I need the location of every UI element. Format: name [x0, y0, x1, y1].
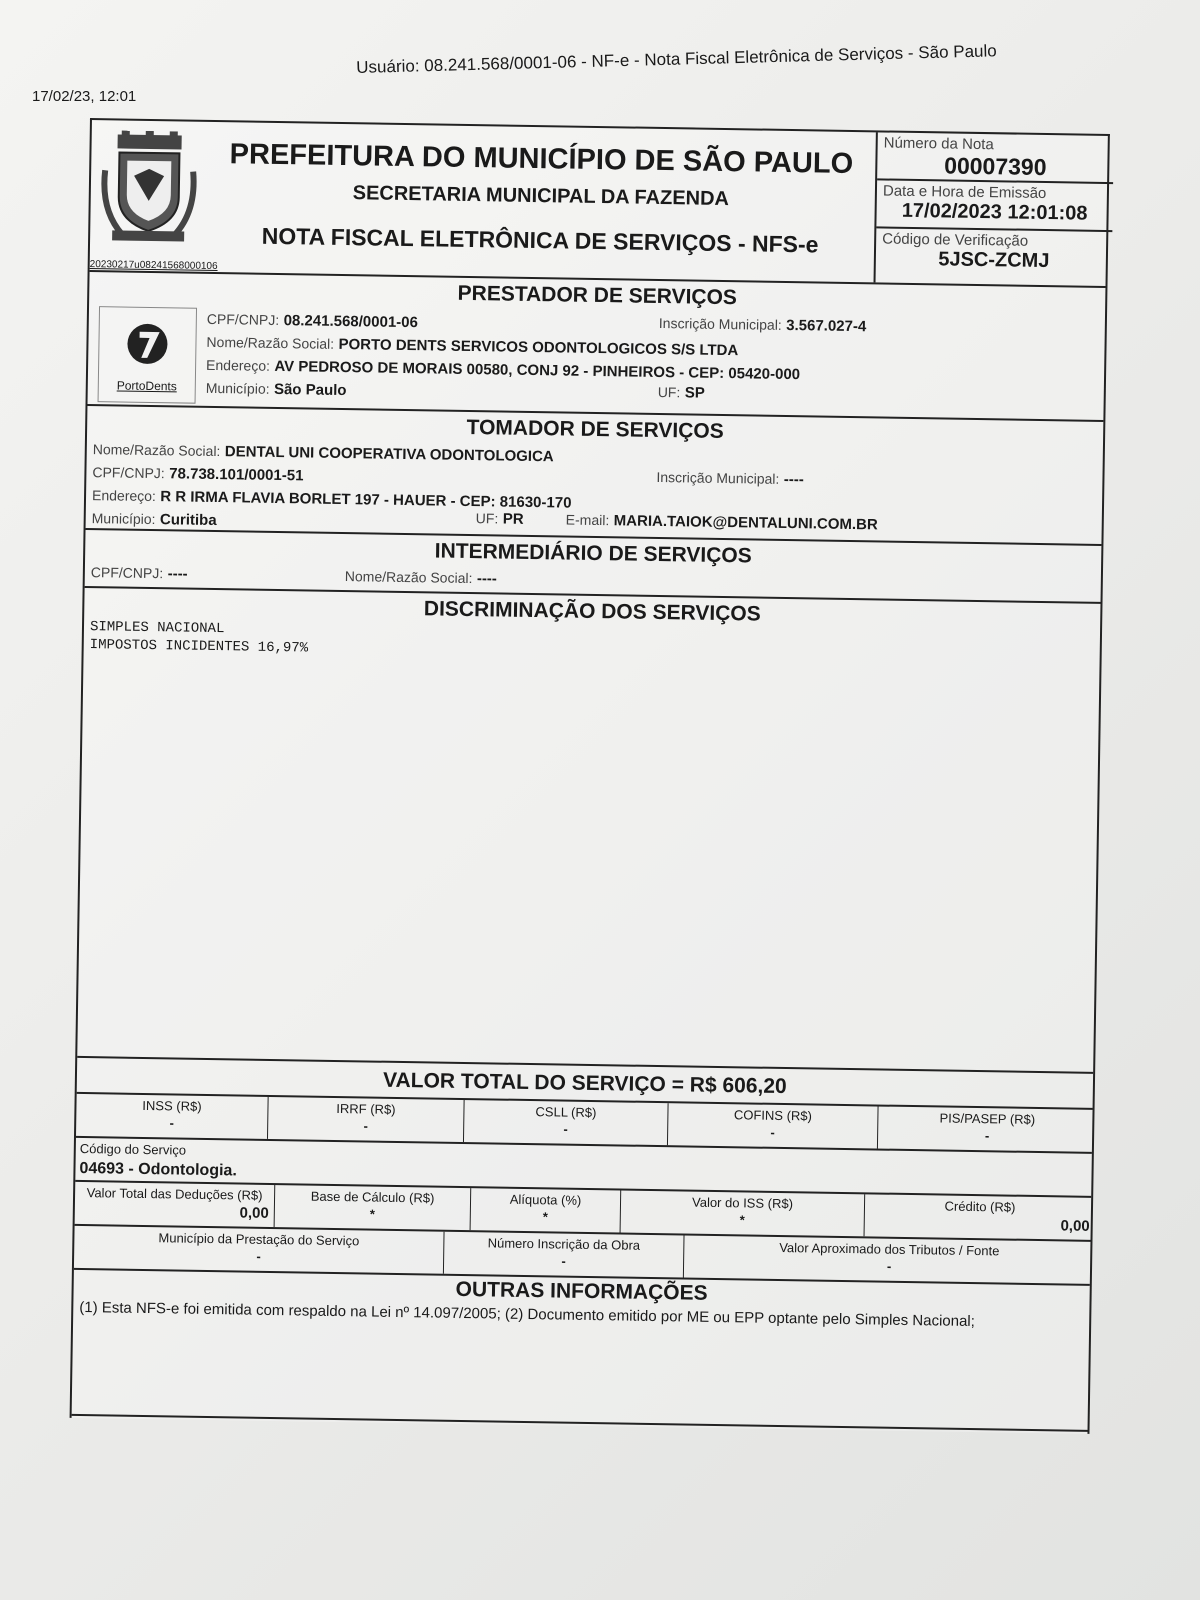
tomador-email: MARIA.TAIOK@DENTALUNI.COM.BR — [613, 512, 878, 534]
user-line: Usuário: 08.241.568/0001-06 - NF-e - Nota Fiscal Eletrônica de Serviços - São Paulo — [356, 41, 997, 77]
prestador-im: 3.567.027-4 — [786, 316, 867, 336]
csll-label: CSLL (R$) — [535, 1104, 597, 1121]
deducoes-label: Valor Total das Deduções (R$) — [86, 1185, 263, 1203]
aliquota-cell — [471, 1188, 622, 1232]
logo-text: PortoDents — [116, 378, 177, 394]
discriminacao-line-1: SIMPLES NACIONAL — [89, 619, 225, 638]
inss-label: INSS (R$) — [142, 1097, 202, 1114]
tomador-uf-label: UF: — [475, 510, 499, 527]
data-emissao: 17/02/2023 12:01:08 — [901, 199, 1088, 225]
base-label: Base de Cálculo (R$) — [310, 1188, 435, 1206]
servico-value: 04693 - Odontologia. — [79, 1159, 237, 1180]
outras-text: (1) Esta NFS-e foi emitida com respaldo na Lei nº 14.097/2005; (2) Documento emitido por ME ou EPP optante pelo Simples Nacional; — [79, 1298, 976, 1331]
discriminacao-section — [77, 588, 1100, 1074]
discriminacao-line-2: IMPOSTOS INCIDENTES 16,97% — [89, 637, 309, 657]
nfse-document — [70, 118, 1110, 1434]
porto-dents-logo-icon — [117, 313, 178, 374]
deducoes-value: 0,00 — [239, 1204, 269, 1222]
tomador-title: TOMADOR DE SERVIÇOS — [466, 415, 724, 443]
cofins-value: - — [770, 1124, 775, 1140]
prestador-endereco: AV PEDROSO DE MORAIS 00580, CONJ 92 - PINHEIROS - CEP: 05420-000 — [274, 357, 801, 384]
tributos-value: - — [886, 1258, 892, 1274]
credito-label: Crédito (R$) — [944, 1198, 1016, 1215]
iss-cell — [621, 1190, 866, 1236]
valor-total: VALOR TOTAL DO SERVIÇO = R$ 606,20 — [382, 1068, 787, 1099]
nota-info-box — [874, 132, 1114, 286]
tomador-end-label: Endereço: — [91, 487, 157, 505]
numero-label: Número da Nota — [883, 134, 994, 154]
tomador-endereco: R R IRMA FLAVIA BORLET 197 - HAUER - CEP: 81630-170 — [160, 488, 572, 512]
municipio-prestacao-value: - — [256, 1248, 261, 1264]
cofins-label: COFINS (R$) — [733, 1107, 813, 1124]
document-title: NOTA FISCAL ELETRÔNICA DE SERVIÇOS - NFS-e — [261, 222, 819, 258]
aliquota-value: * — [542, 1209, 548, 1225]
cofins-cell — [668, 1103, 879, 1148]
pis-label: PIS/PASEP (R$) — [939, 1110, 1036, 1127]
irrf-value: - — [363, 1118, 368, 1134]
tomador-mun-label: Município: — [91, 510, 156, 528]
inscricao-obra-label: Número Inscrição da Obra — [487, 1235, 641, 1253]
prestador-title: PRESTADOR DE SERVIÇOS — [457, 281, 738, 310]
municipio-prestacao-label: Município da Prestação do Serviço — [158, 1230, 360, 1249]
prestador-nome-label: Nome/Razão Social: — [206, 333, 335, 352]
iss-label: Valor do ISS (R$) — [691, 1194, 794, 1212]
codigo-label: Código de Verificação — [882, 230, 1029, 250]
prestador-section — [87, 272, 1105, 422]
tributos-cell — [684, 1235, 1095, 1283]
intermediario-cpf: ---- — [167, 565, 188, 583]
barcode-text: 20230217u08241568000106 — [89, 259, 218, 273]
tomador-cpf: 78.738.101/0001-51 — [169, 465, 304, 485]
intermediario-nome: ---- — [476, 570, 498, 588]
tomador-nome: DENTAL UNI COOPERATIVA ODONTOLOGICA — [224, 443, 554, 466]
csll-cell — [464, 1100, 669, 1145]
inscricao-obra-value: - — [561, 1253, 566, 1269]
prestador-nome: PORTO DENTS SERVICOS ODONTOLOGICOS S/S LTDA — [338, 335, 739, 360]
numero-nota: 00007390 — [943, 152, 1047, 181]
aliquota-label: Alíquota (%) — [509, 1191, 582, 1208]
emissao-label: Data e Hora de Emissão — [882, 182, 1047, 203]
prestador-im-label: Inscrição Municipal: — [658, 314, 782, 333]
discriminacao-title: DISCRIMINAÇÃO DOS SERVIÇOS — [423, 597, 761, 626]
deducoes-cell — [75, 1182, 276, 1227]
prestador-cpf-label: CPF/CNPJ: — [206, 310, 280, 328]
tomador-uf: PR — [502, 510, 524, 528]
credito-cell — [865, 1194, 1096, 1240]
prestador-municipio: São Paulo — [273, 380, 347, 400]
print-timestamp: 17/02/23, 12:01 — [32, 88, 137, 105]
irrf-label: IRRF (R$) — [336, 1100, 396, 1117]
irrf-cell — [268, 1097, 465, 1142]
inscricao-obra-cell — [444, 1232, 685, 1278]
secretaria-title: SECRETARIA MUNICIPAL DA FAZENDA — [352, 182, 730, 211]
intermediario-cpf-label: CPF/CNPJ: — [90, 564, 164, 582]
tomador-nome-label: Nome/Razão Social: — [92, 441, 221, 460]
inss-cell — [76, 1094, 269, 1139]
municipio-prestacao-cell — [74, 1226, 445, 1274]
servico-label: Código do Serviço — [79, 1140, 187, 1158]
outras-section — [72, 1270, 1090, 1432]
intermediario-nome-label: Nome/Razão Social: — [344, 568, 473, 587]
prestador-uf: SP — [684, 384, 705, 402]
prestador-end-label: Endereço: — [206, 356, 271, 374]
outras-title: OUTRAS INFORMAÇÕES — [455, 1277, 708, 1305]
csll-value: - — [563, 1121, 568, 1137]
header-section — [90, 120, 1108, 288]
tomador-municipio: Curitiba — [159, 511, 217, 530]
iss-value: * — [739, 1212, 745, 1228]
prestador-uf-label: UF: — [657, 383, 681, 401]
intermediario-title: INTERMEDIÁRIO DE SERVIÇOS — [434, 539, 752, 568]
tomador-im: ---- — [783, 470, 804, 489]
codigo-verificacao: 5JSC-ZCMJ — [938, 248, 1050, 273]
tomador-im-label: Inscrição Municipal: — [656, 468, 780, 487]
tributos-label: Valor Aproximado dos Tributos / Fonte — [779, 1239, 1000, 1259]
city-title: PREFEITURA DO MUNICÍPIO DE SÃO PAULO — [229, 138, 854, 180]
prestador-logo — [98, 306, 197, 404]
coat-of-arms-icon — [98, 130, 200, 247]
pis-cell — [878, 1107, 1097, 1152]
pis-value: - — [984, 1128, 990, 1144]
tomador-section — [86, 406, 1104, 546]
credito-value: 0,00 — [1060, 1217, 1090, 1235]
prestador-mun-label: Município: — [205, 379, 270, 397]
prestador-cpf: 08.241.568/0001-06 — [283, 312, 419, 332]
tomador-cpf-label: CPF/CNPJ: — [92, 464, 165, 482]
base-value: * — [369, 1206, 375, 1222]
tomador-email-label: E-mail: — [565, 511, 610, 529]
inss-value: - — [169, 1115, 175, 1131]
base-cell — [275, 1185, 472, 1230]
